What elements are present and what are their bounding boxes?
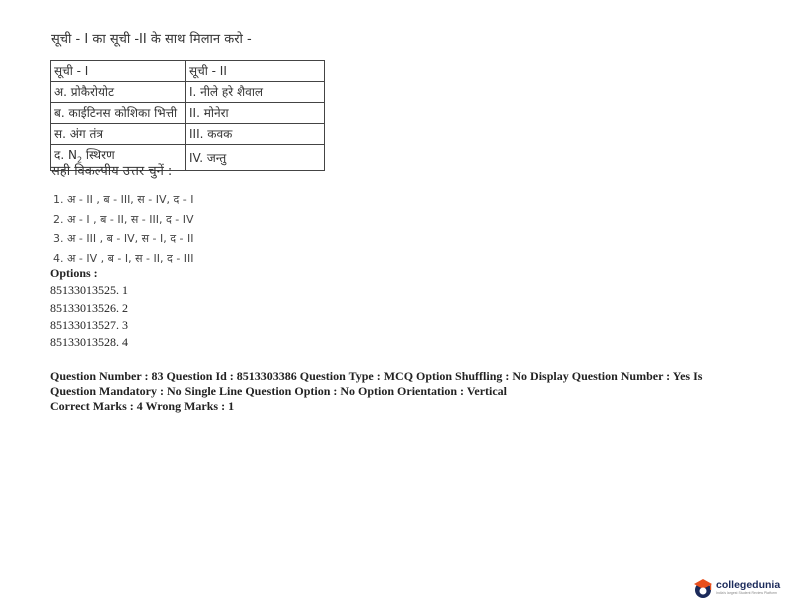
table-cell: ब. काईटिनस कोशिका भित्ती — [51, 103, 186, 124]
logo-tagline: India's largest Student Review Platform — [716, 591, 777, 595]
match-table — [50, 60, 325, 171]
option-item: 85133013526. 2 — [50, 301, 128, 315]
metadata-line: Question Number : 83 Question Id : 8513303386 Question Type : MCQ Option Shuffling : No Display Question Number : Yes Is — [50, 369, 703, 383]
graduation-cap-icon — [692, 577, 714, 599]
table-row — [51, 82, 325, 103]
option-item: 85133013527. 3 — [50, 318, 128, 332]
table-header-list1: सूची - I — [51, 61, 186, 82]
table-header-list2: सूची - II — [186, 61, 325, 82]
table-cell: I. नीले हरे शैवाल — [186, 82, 325, 103]
choice-item: 4. अ - IV , ब - I, स - II, द - III — [53, 251, 194, 265]
table-row — [51, 124, 325, 145]
metadata-line: Correct Marks : 4 Wrong Marks : 1 — [50, 399, 235, 413]
choice-item: 2. अ - I , ब - II, स - III, द - IV — [53, 212, 194, 226]
question-heading: सूची - I का सूची -II के साथ मिलान करो - — [51, 32, 252, 47]
table-cell: द. $N_2$ स्थिरण — [51, 145, 186, 171]
question-metadata — [50, 369, 740, 414]
table-cell: III. कवक — [186, 124, 325, 145]
option-item: 85133013528. 4 — [50, 335, 128, 349]
table-header-row — [51, 61, 325, 82]
table-cell: अ. प्रोकैरोयोट — [51, 82, 186, 103]
metadata-line: Question Mandatory : No Single Line Question Option : No Option Orientation : Vertical — [50, 384, 508, 398]
choice-item: 3. अ - III , ब - IV, स - I, द - II — [53, 232, 194, 245]
answer-prompt: सही विकल्पीय उत्तर चुनें : — [51, 164, 173, 179]
table-cell: II. मोनेरा — [186, 103, 325, 124]
option-item: 85133013525. 1 — [50, 283, 128, 297]
collegedunia-logo — [692, 577, 780, 599]
logo-brand: collegedunia — [716, 579, 781, 591]
table-row — [51, 103, 325, 124]
options-label: Options : — [50, 266, 98, 280]
choice-list — [53, 190, 194, 268]
table-cell: IV. जन्तु — [186, 145, 325, 171]
choice-item: 1. अ - II , ब - III, स - IV, द - I — [53, 193, 194, 206]
table-cell: स. अंग तंत्र — [51, 124, 186, 145]
